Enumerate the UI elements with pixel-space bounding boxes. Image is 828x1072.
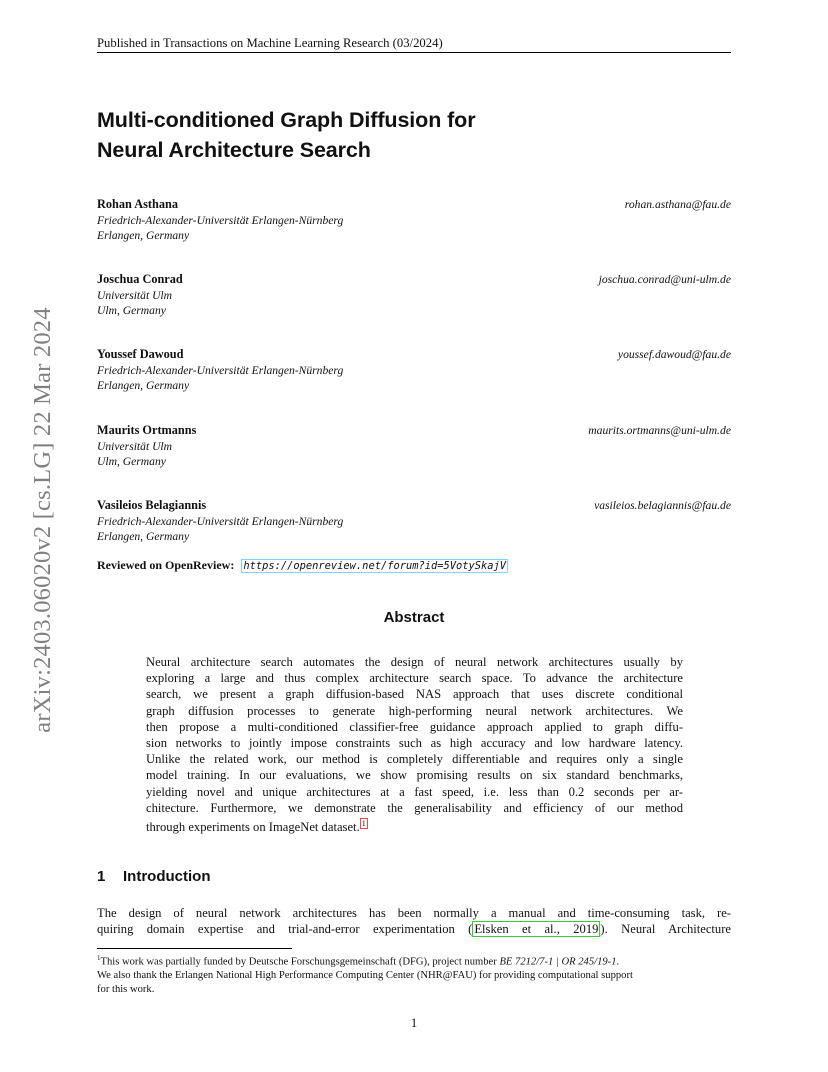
footnote-marker: 1 xyxy=(97,954,101,962)
abstract-line: search, we present a graph diffusion-based NAS approach that uses discrete conditional xyxy=(146,687,683,702)
footnote-reference[interactable]: 1 xyxy=(361,819,366,829)
author-location: Erlangen, Germany xyxy=(97,229,190,242)
author-email[interactable]: vasileios.belagiannis@fau.de xyxy=(594,499,731,512)
author-block xyxy=(97,347,731,394)
page-number: 1 xyxy=(410,1016,418,1030)
footnote-line: We also thank the Erlangen National High Performance Computing Center (NHR@FAU) for providing computational support xyxy=(97,970,633,982)
abstract-line: model training. In our evaluations, we show promising results on six standard benchmarks, xyxy=(146,768,683,783)
abstract-body xyxy=(146,654,683,835)
author-affiliation: Universität Ulm xyxy=(97,439,173,453)
abstract-line xyxy=(146,816,683,835)
intro-paragraph xyxy=(97,905,731,937)
section-number: 1 xyxy=(97,868,106,885)
author-email[interactable]: youssef.dawoud@fau.de xyxy=(617,348,731,361)
running-header: Published in Transactions on Machine Learning Research (03/2024) xyxy=(97,36,443,50)
abstract-line: graph diffusion processes to generate high-performing neural network architectures. We xyxy=(146,703,683,718)
footnote-text: This work was partially funded by Deutsche Forschungsgemeinschaft (DFG), project number xyxy=(100,956,500,968)
abstract-heading: Abstract xyxy=(383,609,445,626)
author-email[interactable]: rohan.asthana@fau.de xyxy=(624,198,731,211)
author-block xyxy=(97,197,731,244)
intro-text: ). Neural Architecture xyxy=(600,922,732,937)
paper-title xyxy=(97,105,617,165)
abstract-line: chitecture. Furthermore, we demonstrate the generalisability and efficiency of our method xyxy=(146,800,683,815)
title-line: Multi-conditioned Graph Diffusion for xyxy=(97,108,476,132)
author-block xyxy=(97,272,731,319)
openreview-line xyxy=(97,558,508,573)
footnote-rule xyxy=(97,948,292,949)
author-affiliation: Friedrich-Alexander-Universität Erlangen-Nürnberg xyxy=(97,213,344,227)
footnote xyxy=(97,952,731,996)
author-name: Maurits Ortmanns xyxy=(97,423,197,437)
arxiv-identifier: arXiv:2403.06020v2 [cs.LG] 22 Mar 2024 xyxy=(29,307,56,733)
title-line: Neural Architecture Search xyxy=(97,138,371,162)
author-block xyxy=(97,498,731,545)
author-location: Erlangen, Germany xyxy=(97,379,190,392)
author-location: Ulm, Germany xyxy=(97,304,166,317)
author-affiliation: Friedrich-Alexander-Universität Erlangen-Nürnberg xyxy=(97,363,344,377)
citation-link[interactable]: Elsken et al., 2019 xyxy=(474,922,599,937)
footnote-project-number: BE 7212/7-1 | OR 245/19-1 xyxy=(499,956,617,968)
author-name: Youssef Dawoud xyxy=(97,347,184,361)
abstract-line: sion networks to jointly impose constraints such as high accuracy and low hardware latency. xyxy=(146,736,683,751)
author-affiliation: Friedrich-Alexander-Universität Erlangen-Nürnberg xyxy=(97,514,344,528)
intro-line xyxy=(97,921,731,937)
footnote-text: . xyxy=(616,956,620,968)
header-rule xyxy=(97,52,731,53)
author-name: Vasileios Belagiannis xyxy=(97,498,207,512)
section-title-text: Introduction xyxy=(123,868,211,885)
footnote-line: for this work. xyxy=(97,983,155,995)
author-block xyxy=(97,423,731,470)
author-email[interactable]: maurits.ortmanns@uni-ulm.de xyxy=(588,424,731,437)
openreview-link[interactable]: https://openreview.net/forum?id=5VotySkajV xyxy=(243,560,507,572)
intro-text: quiring domain expertise and trial-and-error experimentation ( xyxy=(97,922,473,937)
author-name: Rohan Asthana xyxy=(97,197,178,211)
author-name: Joschua Conrad xyxy=(97,272,183,286)
abstract-last-text: through experiments on ImageNet dataset. xyxy=(146,820,360,835)
intro-line: The design of neural network architectures has been normally a manual and time-consuming task, re- xyxy=(97,906,731,920)
abstract-line: Unlike the related work, our method is completely differentiable and requires only a single xyxy=(146,752,683,767)
abstract-line: then propose a multi-conditioned classifier-free guidance approach applied to graph diffu- xyxy=(146,719,683,734)
footnote-line xyxy=(97,952,731,969)
section-heading xyxy=(97,868,210,885)
openreview-label: Reviewed on OpenReview: xyxy=(97,558,235,572)
abstract-line: yielding novel and unique architectures at a fast speed, i.e. less than 0.2 seconds per ar- xyxy=(146,784,683,799)
author-location: Ulm, Germany xyxy=(97,455,166,468)
author-affiliation: Universität Ulm xyxy=(97,288,173,302)
author-email[interactable]: joschua.conrad@uni-ulm.de xyxy=(598,273,731,286)
author-location: Erlangen, Germany xyxy=(97,530,190,543)
abstract-line: Neural architecture search automates the design of neural network architectures usually by xyxy=(146,655,683,669)
abstract-line: exploring a large and thus complex architecture search space. To advance the architecture xyxy=(146,671,683,686)
